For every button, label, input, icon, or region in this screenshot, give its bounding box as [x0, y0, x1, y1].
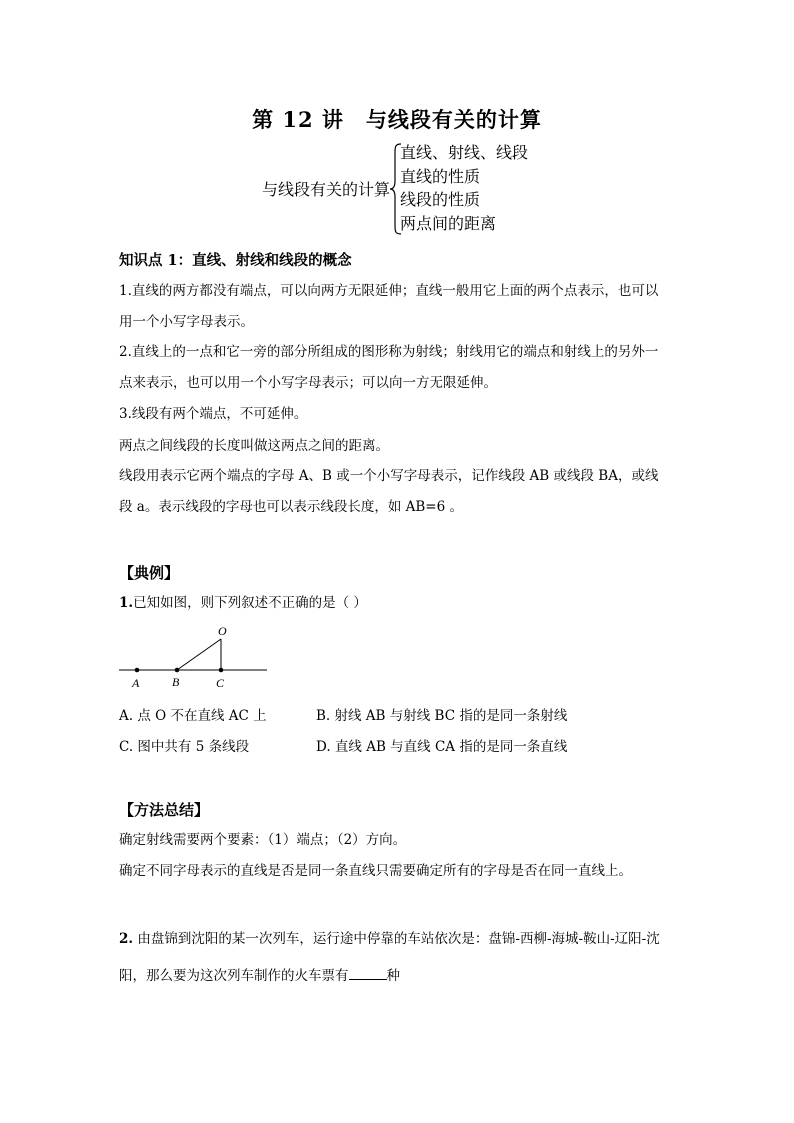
question-text: 由盘锦到沈阳的某一次列车，运行途中停靠的车站依次是：盘锦-西柳-海城-鞍山-辽阳-沈: [133, 931, 660, 947]
geometry-figure: [117, 622, 277, 692]
outline-list: [400, 141, 528, 235]
outline-item: 线段的性质: [400, 190, 481, 209]
answer-blank[interactable]: [349, 965, 387, 980]
outline-item: 直线的性质: [400, 166, 481, 186]
option-d: D. 直线 AB 与直线 CA 指的是同一条直线: [316, 739, 568, 755]
body-text-line: 1.直线的两方都没有端点，可以向两方无限延伸；直线一般用它上面的两个点表示，也可以: [119, 283, 659, 299]
point-a: [135, 668, 140, 673]
question-number: 1.: [119, 595, 134, 611]
example-heading: 【典例】: [119, 564, 180, 582]
question-2-continued: [119, 965, 400, 986]
point-b: [175, 668, 180, 673]
question-number: 2.: [119, 931, 134, 947]
method-line: 确定射线需要两个要素：（1）端点；（2）方向。: [119, 832, 407, 848]
page-title: [0, 104, 794, 134]
lecture-topic: 与线段有关的计算: [365, 107, 542, 132]
label-a: A: [132, 676, 140, 690]
outline-item: 两点间的距离: [400, 213, 497, 233]
body-text-line: 线段用表示它两个端点的字母 A、B 或一个小写字母表示，记作线段 AB 或线段 BA，或线: [119, 468, 659, 484]
question-text: 已知如图，则下列叙述不正确的是（ ）: [133, 595, 367, 611]
method-line: 确定不同字母表示的直线是否是同一条直线只需要确定所有的字母是否在同一直线上。: [119, 863, 632, 879]
body-text-line: 2.直线上的一点和它一旁的部分所组成的图形称为射线；射线用它的端点和射线上的另外一: [119, 344, 659, 360]
option-c: C. 图中共有 5 条线段: [119, 739, 250, 755]
question-text: 阳，那么要为这次列车制作的火车票有: [119, 968, 349, 984]
body-text-line: 用一个小写字母表示。: [119, 314, 254, 330]
label-b: B: [172, 675, 180, 689]
segment-bo: [177, 639, 221, 670]
question-2: [119, 929, 660, 949]
body-text-line: 段 a。表示线段的字母也可以表示线段长度，如 AB=6 。: [119, 499, 463, 515]
option-a: A. 点 O 不在直线 AC 上: [119, 708, 267, 724]
body-text-line: 点来表示，也可以用一个小写字母表示；可以向一方无限延伸。: [119, 375, 497, 391]
option-b: B. 射线 AB 与射线 BC 指的是同一条射线: [316, 708, 568, 724]
body-text-line: 3.线段有两个端点，不可延伸。: [119, 406, 308, 422]
outline-item: 直线、射线、线段: [400, 143, 529, 162]
method-heading: 【方法总结】: [119, 801, 210, 819]
lecture-number: 第 12 讲: [252, 107, 344, 132]
question-1: [119, 593, 367, 613]
point-c: [219, 668, 224, 673]
label-c: C: [216, 676, 225, 690]
body-text-line: 两点之间线段的长度叫做这两点之间的距离。: [119, 438, 389, 454]
question-text: 种: [386, 968, 400, 984]
label-o: O: [218, 624, 227, 638]
knowledge-point-heading: 知识点 1：直线、射线和线段的概念: [119, 252, 352, 269]
outline-root: 与线段有关的计算: [262, 180, 391, 199]
